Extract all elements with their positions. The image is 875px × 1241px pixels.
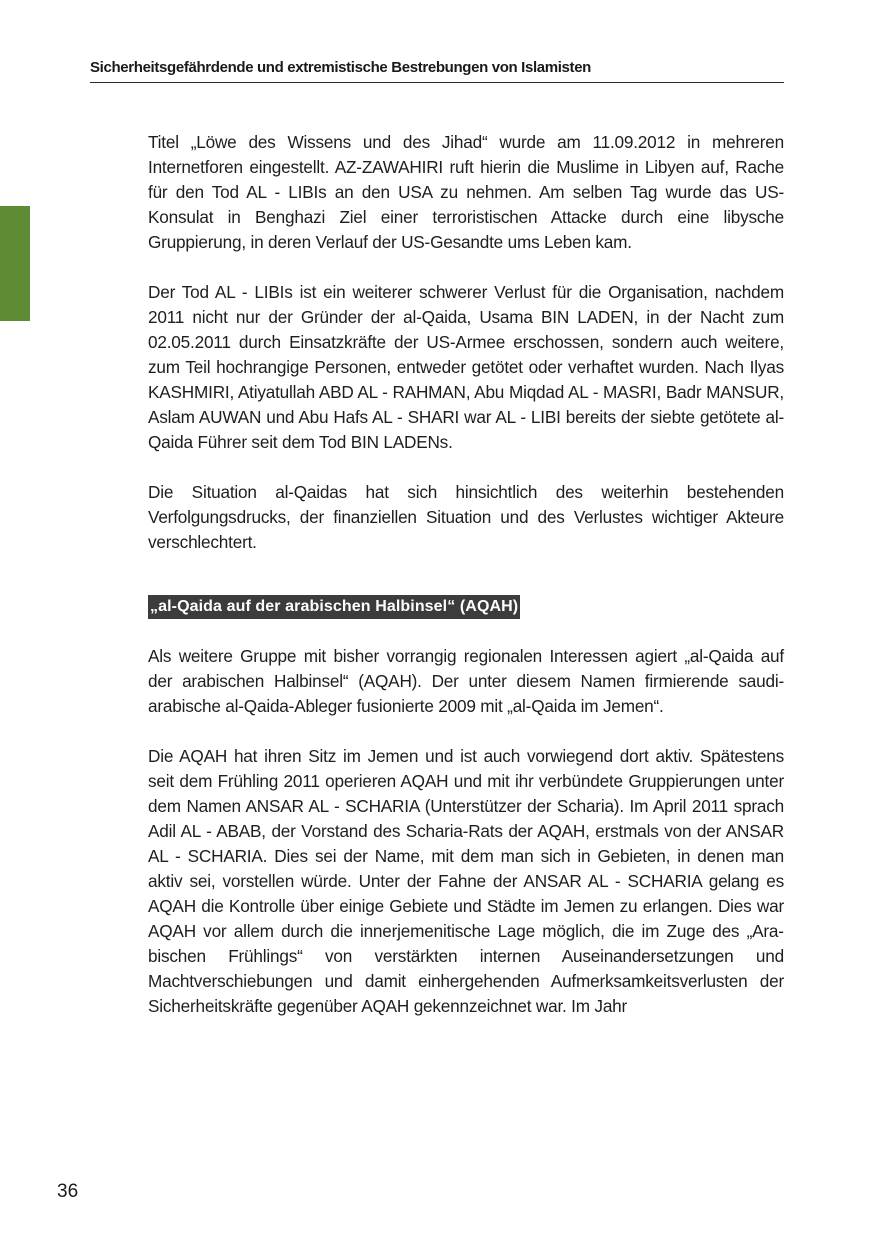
running-header: Sicherheitsgefährdende und extremistische Bestrebungen von Islamisten [90,59,591,76]
paragraph-2: Der Tod AL - LIBIs ist ein weiterer schwerer Verlust für die Organisation, nachdem 2011 nicht nur der Gründer der al-Qaida, Usama BIN LADEN, in der Nacht zum 02.05.2011 durch Einsatzkräfte der US-Armee erschossen, sondern auch weitere, zum Teil hochrangige Personen, entweder getötet oder verhaftet wurden. Nach Ilyas KASHMIRI, Atiyatullah ABD AL - RAHMAN, Abu Miqdad AL - MASRI, Badr MANSUR, Aslam AUWAN und Abu Hafs AL - SHARI war AL - LIBI bereits der siebte getötete al-Qaida Führer seit dem Tod BIN LADENs. [148,282,784,452]
paragraph-4: Als weitere Gruppe mit bisher vorrangig regionalen Interessen agiert „al-Qaida auf der arabischen Halbinsel“ (AQAH). Der unter diesem Namen firmierende saudi-arabische al-Qaida-Ableger fusionierte 2009 mit „al-Qaida im Jemen“. [148,646,784,716]
page-number: 36 [57,1181,79,1202]
paragraph-1: Titel „Löwe des Wissens und des Jihad“ wurde am 11.09.2012 in mehreren Internetforen eingestellt. AZ-ZAWAHIRI ruft hierin die Muslime in Libyen auf, Rache für den Tod AL - LIBIs an den USA zu nehmen. Am selben Tag wurde das US-Konsulat in Benghazi Ziel einer terroristischen Attacke durch eine libysche Gruppierung, in deren Verlauf der US-Gesandte ums Leben kam. [148,132,784,252]
section-heading-container [148,595,784,619]
chapter-color-tab [0,206,30,321]
section-heading: „al-Qaida auf der arabischen Halbinsel“ (AQAH) [148,595,520,619]
header-divider [90,82,784,83]
page-content [148,130,784,1019]
paragraph-5: Die AQAH hat ihren Sitz im Jemen und ist auch vorwiegend dort aktiv. Spätestens seit dem Frühling 2011 operieren AQAH und mit ihr verbündete Gruppierungen unter dem Namen ANSAR AL - SCHARIA (Unterstützer der Scharia). Im April 2011 sprach Adil AL - ABAB, der Vorstand des Scharia-Rats der AQAH, erstmals von der ANSAR AL - SCHARIA. Dies sei der Name, mit dem man sich in Gebieten, in denen man aktiv sei, vorstellen würde. Unter der Fahne der ANSAR AL - SCHARIA gelang es AQAH die Kontrolle über einige Gebiete und Städte im Jemen zu erlangen. Dies war AQAH vor allem durch die innerjemenitische Lage möglich, die im Zuge des „Arabischen Frühlings“ von verstärkten internen Auseinandersetzungen und Machtverschiebungen und damit einhergehenden Aufmerksamkeitsverlusten der Sicherheitskräfte gegenüber AQAH gekennzeichnet war. Im Jahr [148,746,784,1016]
paragraph-3: Die Situation al-Qaidas hat sich hinsichtlich des weiterhin bestehenden Verfolgungsdrucks, der finanziellen Situation und des Verlustes wichtiger Akteure verschlechtert. [148,482,784,552]
